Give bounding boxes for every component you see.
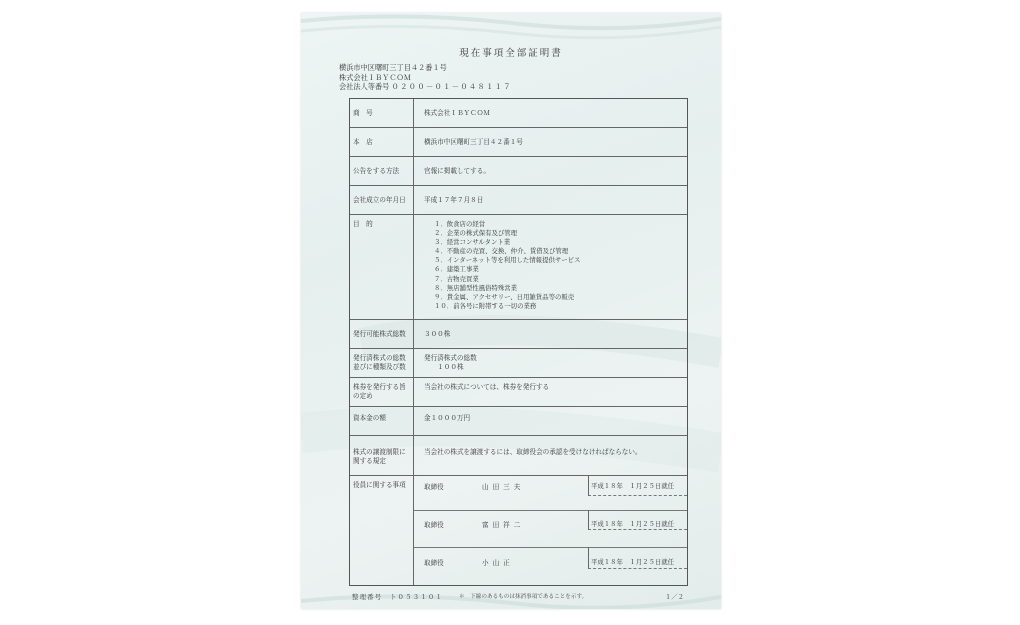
document-title: 現在事項全部証明書 [459, 48, 563, 59]
officer-name: 富田祥二 [482, 521, 525, 529]
row-value: 官報に掲載してする。 [424, 167, 490, 175]
row-value: 平成１７年７月８日 [424, 196, 484, 204]
officer-date: 平成１８年 １月２５日就任 [591, 520, 675, 528]
list-item: ６．建築工事業 [434, 265, 479, 274]
row-label: 会社成立の年月日 [350, 186, 414, 214]
footer-note: ＊ 下線のあるものは抹消事項であることを示す。 [459, 594, 588, 600]
officer-name: 山田三夫 [482, 483, 525, 491]
row-label: 商 号 [350, 99, 414, 127]
list-item: ７．古物売買業 [434, 274, 479, 283]
row-value: 発行済株式の総数 １００株 [424, 354, 477, 371]
row-established [350, 186, 687, 215]
row-label: 公告をする方法 [350, 157, 414, 185]
row-issued-shares [350, 349, 687, 378]
row-label: 株券を発行する旨 の定め [350, 378, 414, 406]
purpose-cell [414, 215, 687, 319]
row-label: 株式の譲渡制限に 関する規定 [350, 436, 414, 475]
registry-number: ０２００－０１－０４８１１７ [391, 82, 512, 92]
row-value: 金１０００万円 [424, 414, 471, 422]
list-item: １．飲食店の経営 [434, 220, 486, 228]
header-registry [339, 82, 512, 92]
officer-date: 平成１８年 １月２５日就任 [591, 482, 675, 490]
document-header [339, 63, 512, 92]
list-item: ２．企業の株式保有及び管理 [434, 229, 518, 238]
row-label: 資本金の額 [350, 407, 414, 435]
row-label: 本 店 [350, 128, 414, 156]
row-trade-name [350, 99, 687, 128]
header-company: 株式会社ＩＢＹＣＯＭ [339, 72, 411, 82]
row-purpose [350, 215, 687, 320]
certificate-page [301, 13, 721, 609]
row-label: 発行済株式の総数 並びに種類及び数 [350, 349, 414, 377]
officer-date: 平成１８年 １月２５日就任 [591, 558, 675, 566]
row-label: 役員に関する事項 [350, 476, 414, 585]
list-item: １０．前各号に附帯する一切の業務 [434, 301, 537, 310]
list-item: ５．インターネット等を利用した情報提供サービス [434, 256, 581, 265]
header-address: 横浜市中区曙町三丁目４２番１号 [339, 63, 447, 72]
row-value: 横浜市中区曙町三丁目４２番１号 [424, 138, 523, 146]
row-value: 当会社の株式については、株券を発行する [424, 383, 550, 391]
row-share-certificate [350, 378, 687, 407]
row-value: 当会社の株式を譲渡するには、取締役会の承認を受けなければならない。 [424, 448, 642, 456]
officer-role: 取締役 [424, 521, 444, 529]
list-item: ４．不動産の売買、交換、仲介、賃借及び管理 [434, 247, 569, 256]
row-head-office [350, 128, 687, 157]
row-public-notice [350, 157, 687, 186]
row-authorized-shares [350, 320, 687, 349]
officer-role: 取締役 [424, 483, 444, 491]
row-value: ３００株 [424, 330, 451, 338]
officer-role: 取締役 [424, 559, 444, 567]
row-officers [350, 476, 687, 585]
list-item: ９．貴金属、アクセサリー、日用雑貨品等の販売 [434, 292, 575, 301]
registry-label: 会社法人等番号 [339, 82, 390, 92]
purpose-list [434, 220, 580, 311]
registry-table [349, 98, 688, 586]
page-number: １／２ [664, 593, 684, 601]
row-label: 目 的 [350, 215, 414, 319]
row-label: 発行可能株式総数 [350, 320, 414, 348]
officer-name: 小山正 [482, 559, 514, 567]
list-item: ３．経営コンサルタント業 [434, 238, 511, 247]
row-transfer-restriction [350, 436, 687, 476]
row-value: 株式会社ＩＢＹＣＯＭ [424, 109, 490, 117]
serial-number: 整理番号 ト０５３１０１ [352, 593, 444, 601]
list-item: ８．無店舗型性風俗特殊営業 [434, 283, 518, 292]
row-capital [350, 407, 687, 436]
